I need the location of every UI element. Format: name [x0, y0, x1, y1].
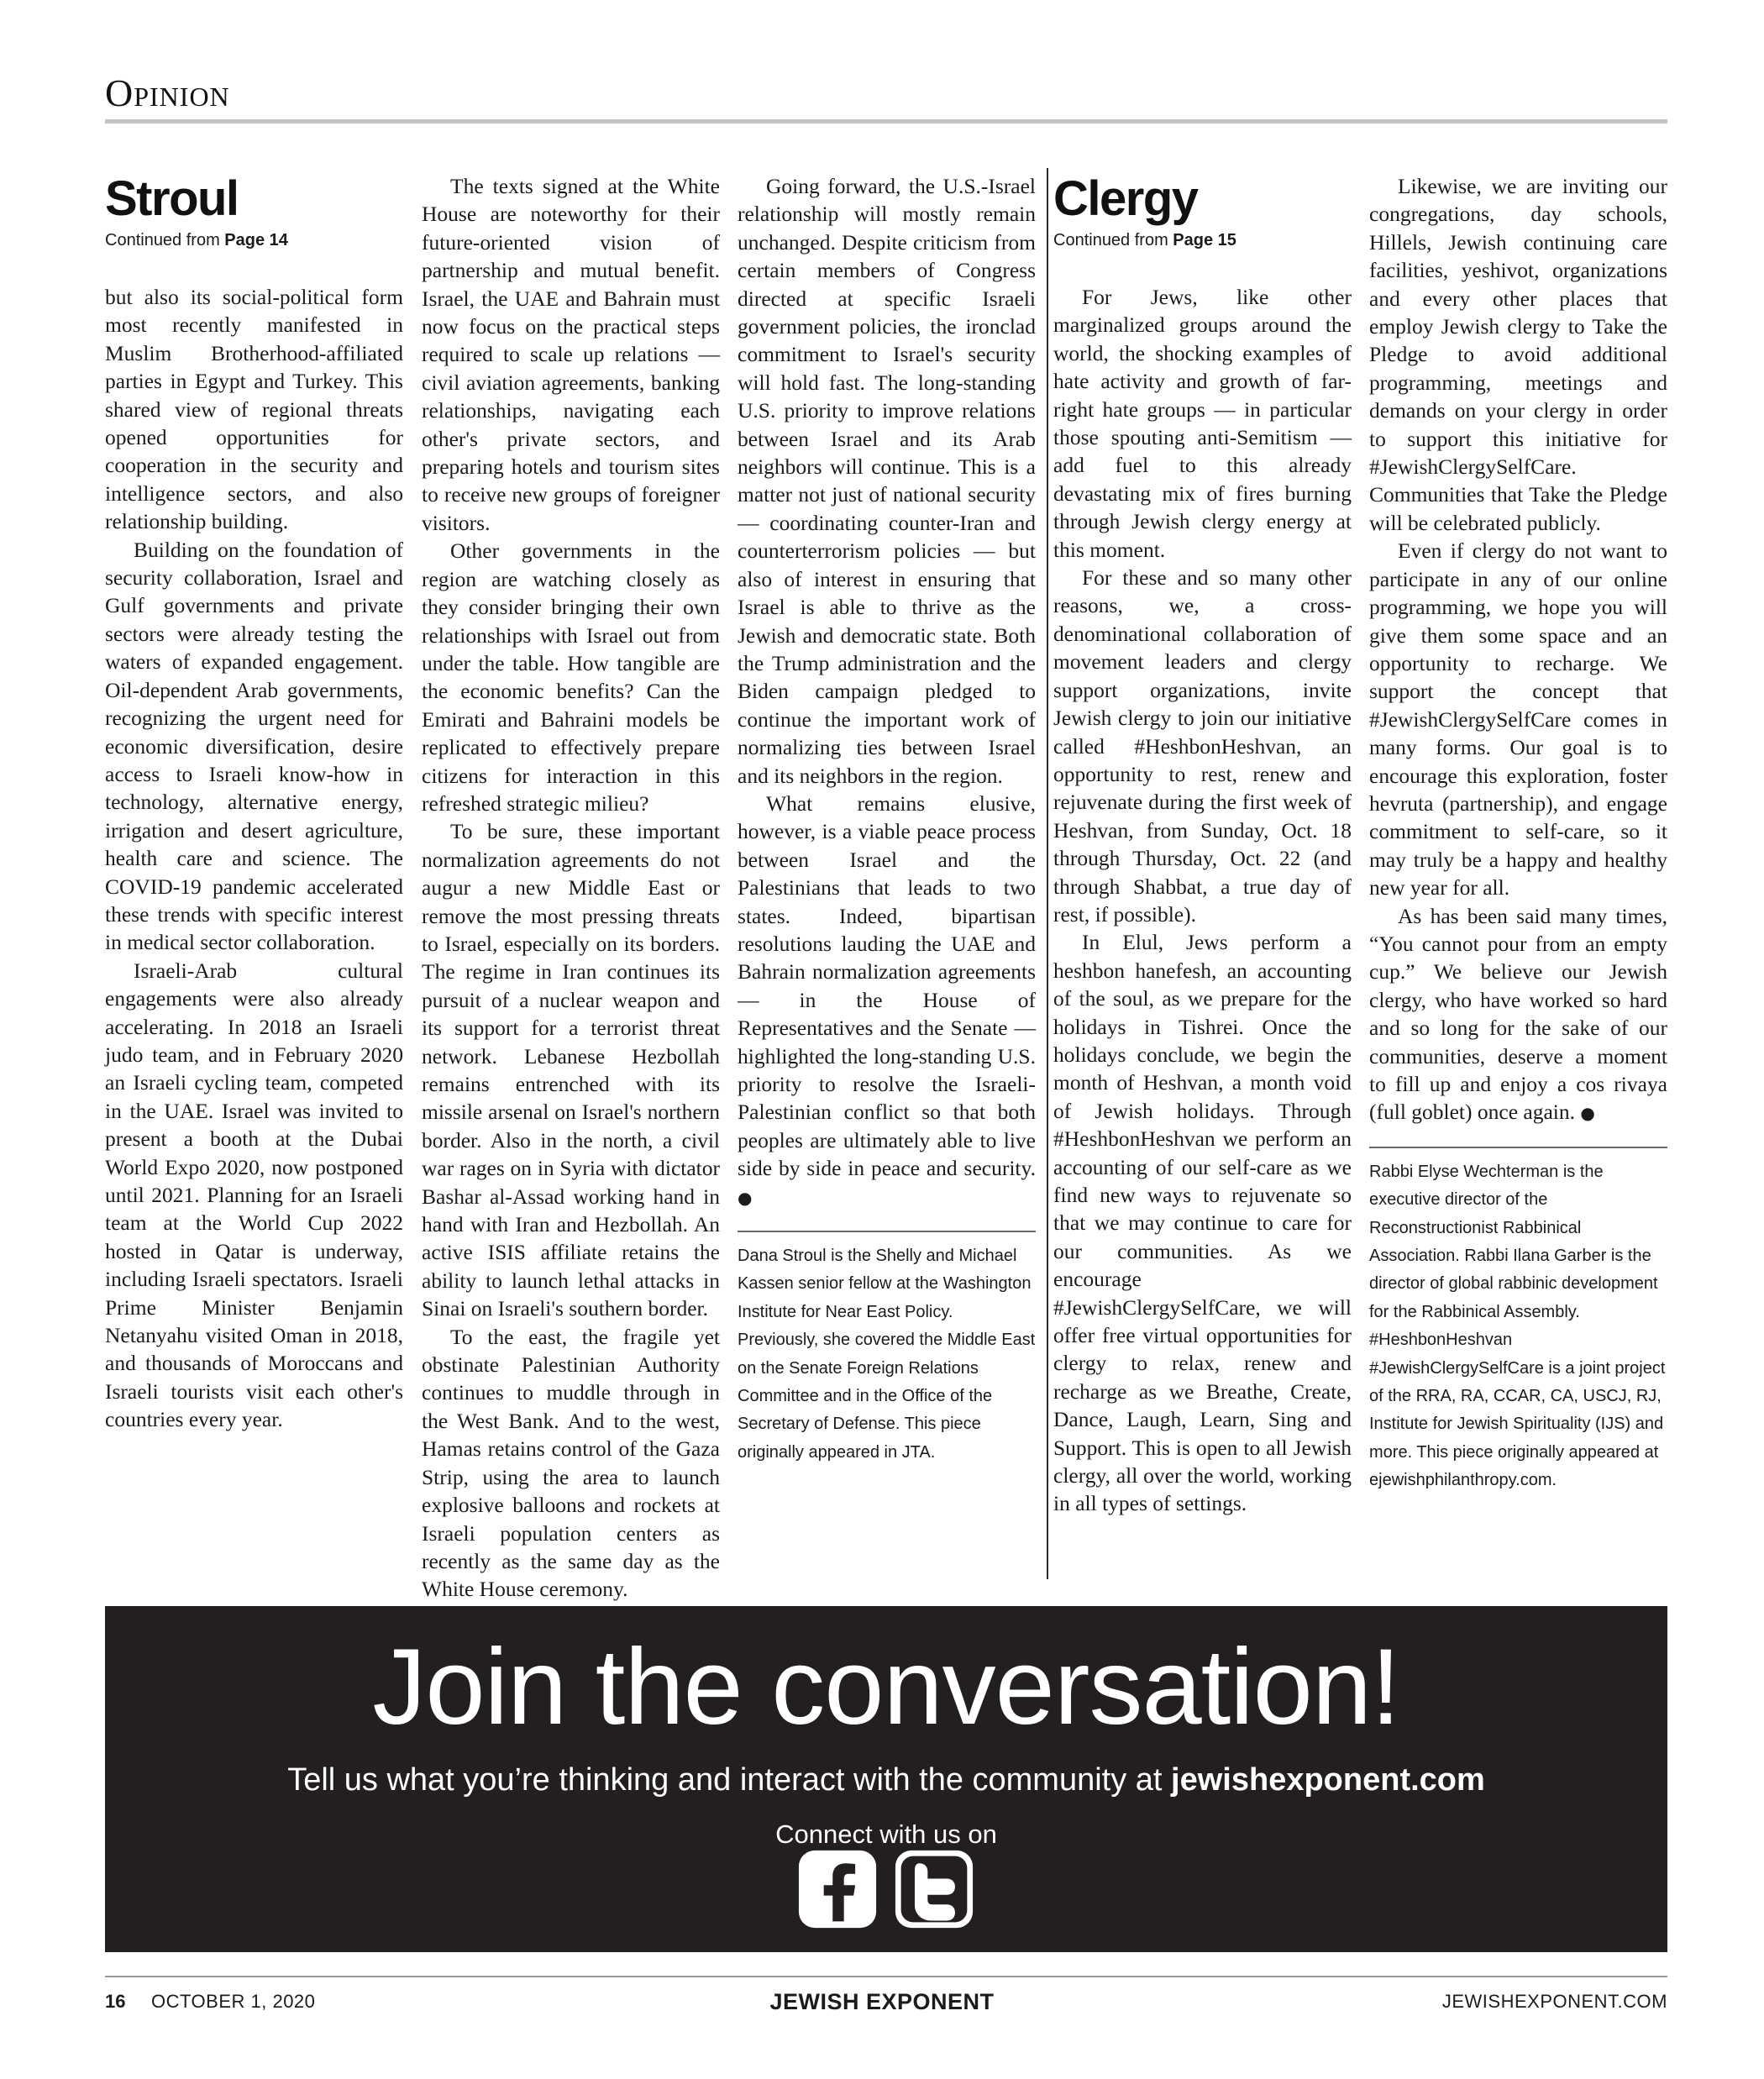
- clergy-paragraph: [1369, 902, 1667, 1128]
- clergy-column-1: [1053, 172, 1352, 1518]
- clergy-headline: Clergy: [1053, 171, 1198, 226]
- stroul-headline: Stroul: [105, 171, 239, 226]
- banner-subtitle: [105, 1759, 1667, 1801]
- end-mark-icon: ●: [1580, 1103, 1595, 1124]
- stroul-column-1: [105, 172, 403, 1434]
- column-divider: [1047, 168, 1048, 1579]
- stroul-continued-page: Page 14: [224, 231, 288, 249]
- clergy-bio-rule: [1369, 1147, 1667, 1148]
- banner-subtitle-text: Tell us what you’re thinking and interact with the community at: [287, 1762, 1172, 1798]
- stroul-paragraph: To be sure, these important normalization agreements do not augur a new Middle East or remove the most pressing threats to Israel, especially on its borders. The regime in Iran continues its pursuit of a nuclear weapon and its support for a terrorist threat network. Lebanese Hezbollah remains entrenched with its missile arsenal on Israel's northern border. Also in the north, a civil war rages on in Syria with dictator Bashar al-Assad working hand in hand with Iran and Hezbollah. An active ISIS affiliate retains the ability to launch lethal attacks in Sinai on Israeli's southern border.: [422, 819, 720, 1321]
- banner-website-link[interactable]: jewishexponent.com: [1171, 1762, 1485, 1798]
- stroul-continued-line: [105, 229, 403, 251]
- stroul-column-3: [738, 172, 1036, 1467]
- facebook-icon[interactable]: [797, 1849, 878, 1929]
- join-conversation-banner: [105, 1606, 1667, 1952]
- stroul-paragraph: Other governments in the region are watching closely as they consider bringing their own relationships with Israel out from under the table. How tangible are the economic benefits? Can the Emirati and Bahraini models be replicated to effectively prepare citizens for interaction in this refreshed strategic milieu?: [422, 538, 720, 816]
- website-url[interactable]: JEWISHEXPONENT.COM: [1441, 1991, 1667, 2012]
- clergy-paragraph: For these and so many other reasons, we, a cross-denominational collaboration of movement leaders and clergy support organizations, invite Jewish clergy to join our initiative called #HeshbonHeshvan, an opportunity to rest, renew and rejuvenate during the first week of Heshvan, from Sunday, Oct. 18 through Thursday, Oct. 22 (and through Shabbat, a true day of rest, if possible).: [1053, 565, 1352, 927]
- clergy-paragraph: Likewise, we are inviting our congregations, day schools, Hillels, Jewish continuing care facilities, yeshivot, organizations and every other places that employ Jewish clergy to Take the Pledge to avoid additional programming, meetings and demands on your clergy in order to support this initiative for #JewishClergySelfCare. Communities that Take the Pledge will be celebrated publicly.: [1369, 174, 1667, 535]
- twitter-icon[interactable]: [894, 1849, 974, 1929]
- clergy-paragraph: Even if clergy do not want to participate in any of our online programming, we hope you will give them some space and an opportunity to recharge. We support the concept that #JewishClergySelfCare comes in many forms. Our goal is to encourage this exploration, foster hevruta (partnership), and engage commitment to self-care, so it may truly be a happy and healthy new year for all.: [1369, 538, 1667, 900]
- page-number: 16: [105, 1991, 126, 2012]
- end-mark-icon: ●: [738, 1187, 753, 1208]
- stroul-author-bio: Dana Stroul is the Shelly and Michael Kassen senior fellow at the Washington Institute for Near East Policy. Previously, she covered the Middle East on the Senate Foreign Relations Committee and in the Office of the Secretary of Defense. This piece originally appeared in JTA.: [738, 1247, 1036, 1462]
- banner-connect-label: Connect with us on: [775, 1819, 997, 1849]
- newspaper-name: JEWISH EXPONENT: [769, 1989, 995, 2014]
- stroul-continued-prefix: Continued from: [105, 231, 225, 249]
- clergy-final-paragraph: As has been said many times, “You cannot pour from an empty cup.” We believe our Jewish clergy, who have worked so hard and so long for the sake of our communities, deserve a moment to fill up and enjoy a cos rivaya (full goblet) once again.: [1369, 903, 1667, 1125]
- section-title: Opinion: [105, 71, 230, 114]
- clergy-continued-line: [1053, 229, 1352, 251]
- banner-title: Join the conversation!: [372, 1627, 1400, 1747]
- clergy-paragraph: In Elul, Jews perform a heshbon hanefesh, an accounting of the soul, as we prepare for the holidays in Tishrei. Once the holidays conclude, we begin the month of Heshvan, a month void of Jewish holidays. Through #HeshbonHeshvan we perform an accounting of our self-care as we find new ways to rejuvenate so that we may continue to care for our communities. As we encourage #JewishClergySelfCare, we will offer free virtual opportunities for clergy to relax, renew and recharge as we Breathe, Create, Dance, Laugh, Learn, Sing and Support. This is open to all Jewish clergy, all over the world, working in all types of settings.: [1053, 930, 1352, 1516]
- clergy-author-bio: Rabbi Elyse Wechterman is the executive director of the Reconstructionist Rabbinical Association. Rabbi Ilana Garber is the director of global rabbinic development for the Rabbinical Assembly. #HeshbonHeshvan #JewishClergySelfCare is a joint project of the RRA, RA, CCAR, CA, USCJ, RJ, Institute for Jewish Spirituality (IJS) and more. This piece originally appeared at ejewishphilanthropy.com.: [1369, 1162, 1666, 1490]
- stroul-paragraph: Going forward, the U.S.-Israel relationship will mostly remain unchanged. Despite criticism from certain members of Congress directed at specific Israeli government policies, the ironclad commitment to Israel's security will hold fast. The long-standing U.S. priority to improve relations between Israel and its Arab neighbors will continue. This is a matter not just of national security — coordinating counter-Iran and counterterrorism policies — but also of interest in ensuring that Israel is able to thrive as the Jewish and democratic state. Both the Trump administration and the Biden campaign pledged to continue the important work of normalizing ties between Israel and its neighbors in the region.: [738, 174, 1036, 788]
- issue-date: OCTOBER 1, 2020: [151, 1991, 316, 2012]
- section-rule: [105, 119, 1667, 123]
- footer-rule: [105, 1976, 1667, 1977]
- stroul-bio-rule: [738, 1231, 1036, 1232]
- stroul-paragraph: Israeli-Arab cultural engagements were also already accelerating. In 2018 an Israeli judo team, and in February 2020 an Israeli cycling team, competed in the UAE. Israel was invited to present a booth at the Dubai World Expo 2020, now postponed until 2021. Planning for an Israeli team at the World Cup 2022 hosted in Qatar is underway, including Israeli spectators. Israeli Prime Minister Benjamin Netanyahu visited Oman in 2018, and thousands of Moroccans and Israeli tourists visit each other's countries every year.: [105, 958, 403, 1432]
- stroul-paragraph: To the east, the fragile yet obstinate Palestinian Authority continues to muddle through in the West Bank. And to the west, Hamas retains control of the Gaza Strip, using the area to launch explosive balloons and rockets at Israeli population centers as recently as the same day as the White House ceremony.: [422, 1324, 720, 1602]
- clergy-column-2: [1369, 172, 1667, 1495]
- clergy-continued-page: Page 15: [1173, 231, 1236, 249]
- stroul-final-paragraph: What remains elusive, however, is a viable peace process between Israel and the Palestinians that leads to two states. Indeed, bipartisan resolutions lauding the UAE and Bahrain normalization agreements — in the House of Representatives and the Senate — highlighted the long-standing U.S. priority to resolve the Israeli-Palestinian conflict so that both peoples are ultimately able to live side by side in peace and security.: [738, 790, 1036, 1181]
- clergy-continued-prefix: Continued from: [1053, 231, 1173, 249]
- stroul-paragraph: Building on the foundation of security collaboration, Israel and Gulf governments and private sectors were already testing the waters of expanded engagement. Oil-dependent Arab governments, recognizing the urgent need for economic diversification, desire access to Israeli know-how in technology, alternative energy, irrigation and desert agriculture, health care and science. The COVID-19 pandemic accelerated these trends with specific interest in medical sector collaboration.: [105, 537, 403, 955]
- stroul-column-2: [422, 172, 720, 1604]
- stroul-paragraph: but also its social-political form most recently manifested in Muslim Brotherhood-affiliated parties in Egypt and Turkey. This shared view of regional threats opened opportunities for cooperation in the security and intelligence sectors, and also relationship building.: [105, 285, 403, 534]
- clergy-paragraph: For Jews, like other marginalized groups around the world, the shocking examples of hate activity and growth of far-right hate groups — in particular those spouting anti-Semitism — add fuel to this already devastating mix of fires burning through Jewish clergy energy at this moment.: [1053, 285, 1352, 562]
- stroul-paragraph: [738, 790, 1036, 1212]
- stroul-paragraph: The texts signed at the White House are noteworthy for their future-oriented vision of partnership and mutual benefit. Israel, the UAE and Bahrain must now focus on the practical steps required to scale up relations — civil aviation agreements, banking relationships, navigating each other's private sectors, and preparing hotels and tourism sites to receive new groups of foreigner visitors.: [422, 174, 720, 535]
